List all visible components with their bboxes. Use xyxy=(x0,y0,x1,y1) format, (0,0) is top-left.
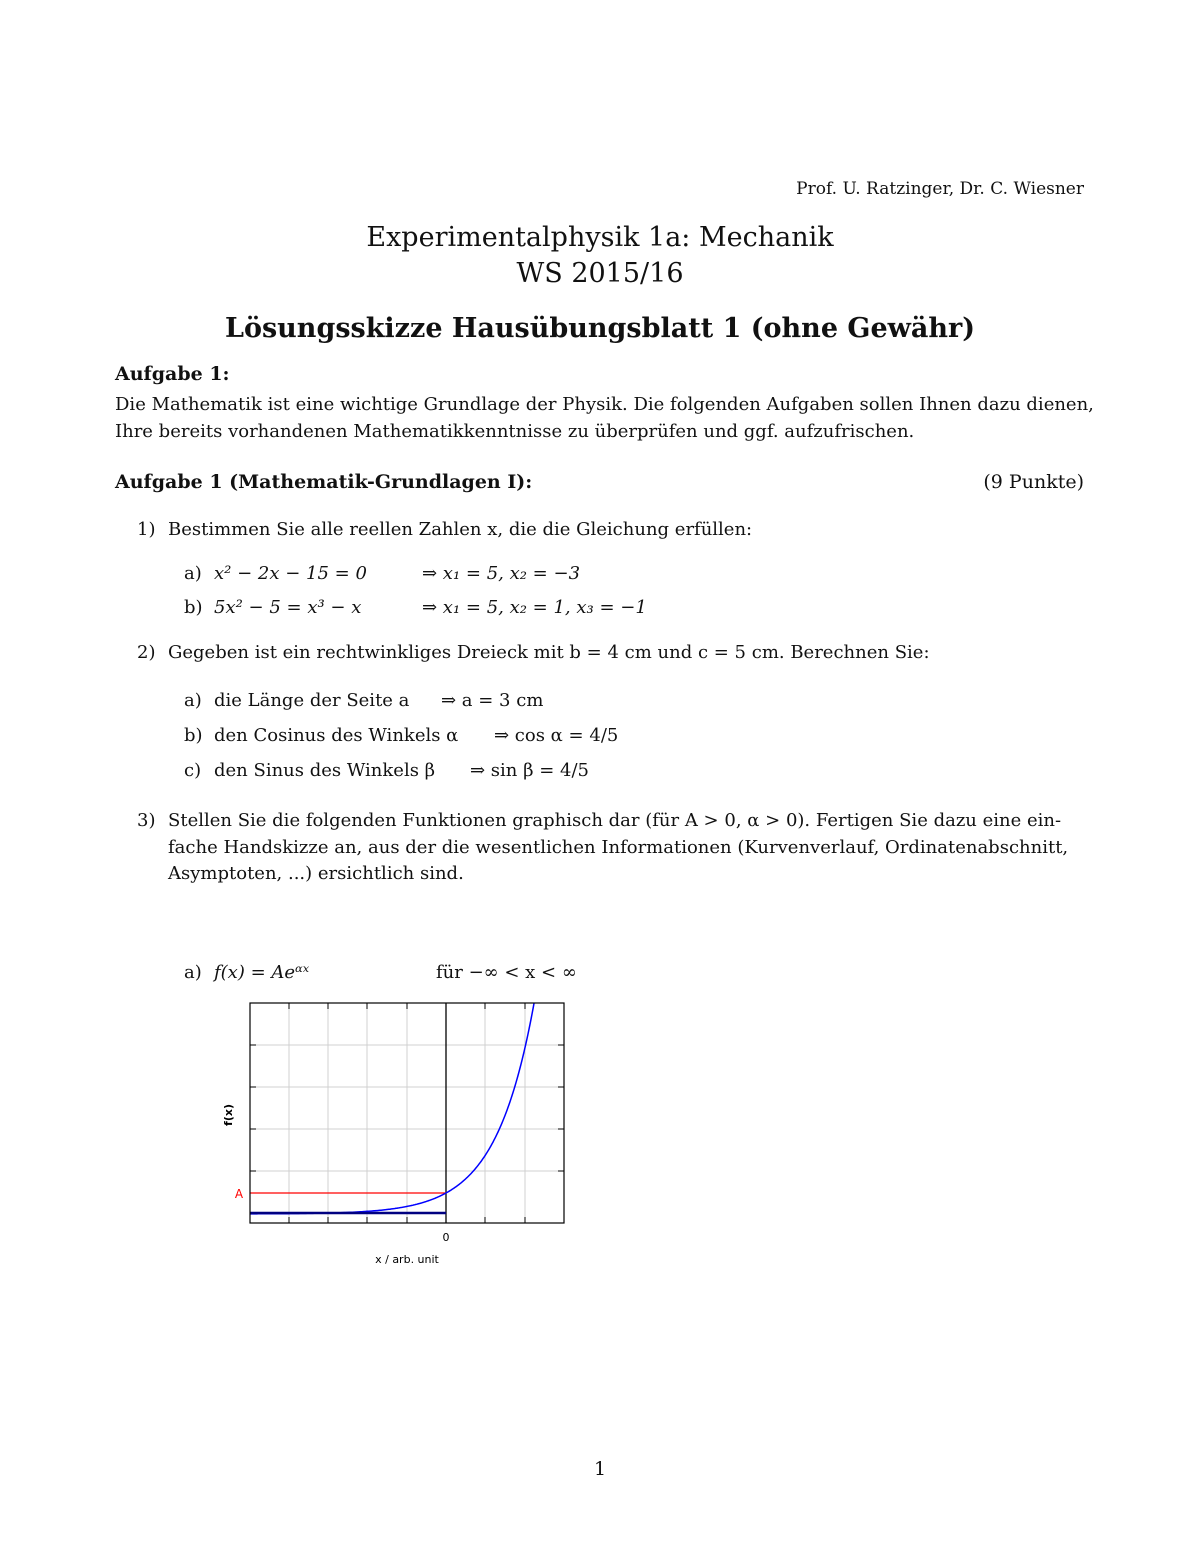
q2b-solution: ⇒ cos α = 4/5 xyxy=(494,725,619,746)
q1b-solution: ⇒ x₁ = 5, x₂ = 1, x₃ = −1 xyxy=(422,597,647,618)
sheet-title: Lösungsskizze Hausübungsblatt 1 (ohne Gewähr) xyxy=(224,313,975,344)
intro-line-2: Ihre bereits vorhandenen Mathematikkenntnisse zu überprüfen und ggf. aufzufrischen. xyxy=(115,421,915,442)
exponential-plot xyxy=(210,993,590,1283)
q3a-range: für −∞ < x < ∞ xyxy=(436,962,577,983)
q2b-label: b) xyxy=(184,725,203,746)
y-axis-label: f(x) xyxy=(222,1104,235,1126)
q3-line-3: Asymptoten, ...) ersichtlich sind. xyxy=(168,863,464,884)
q1-text: Bestimmen Sie alle reellen Zahlen x, die die Gleichung erfüllen: xyxy=(168,519,753,540)
q1a-label: a) xyxy=(184,563,202,584)
q2c-label: c) xyxy=(184,760,202,781)
q2-text: Gegeben ist ein rechtwinkliges Dreieck mit b = 4 cm und c = 5 cm. Berechnen Sie: xyxy=(168,642,930,663)
intro-line-1: Die Mathematik ist eine wichtige Grundlage der Physik. Die folgenden Aufgaben sollen Ihnen dazu dienen, xyxy=(115,394,1094,415)
q2-number: 2) xyxy=(137,642,156,663)
q1a-solution: ⇒ x₁ = 5, x₂ = −3 xyxy=(422,563,581,584)
y-marker-label: A xyxy=(234,1187,244,1201)
q1a-equation: x² − 2x − 15 = 0 xyxy=(214,563,367,584)
course-title: Experimentalphysik 1a: Mechanik xyxy=(366,222,834,253)
q1b-equation: 5x² − 5 = x³ − x xyxy=(214,597,362,618)
q3-line-2: fache Handskizze an, aus der die wesentlichen Informationen (Kurvenverlauf, Ordinatenabschnitt, xyxy=(168,837,1069,858)
task-heading: Aufgabe 1 (Mathematik-Grundlagen I): xyxy=(115,471,533,493)
q2b-text: den Cosinus des Winkels α xyxy=(214,725,459,746)
q1-number: 1) xyxy=(137,519,156,540)
q3-line-1: Stellen Sie die folgenden Funktionen graphisch dar (für A > 0, α > 0). Fertigen Sie dazu eine ein- xyxy=(168,810,1062,831)
intro-heading: Aufgabe 1: xyxy=(115,363,230,385)
q2a-solution: ⇒ a = 3 cm xyxy=(441,690,544,711)
q1b-label: b) xyxy=(184,597,203,618)
authors-header: Prof. U. Ratzinger, Dr. C. Wiesner xyxy=(796,179,1084,199)
semester-title: WS 2015/16 xyxy=(516,258,684,289)
q2a-label: a) xyxy=(184,690,202,711)
plot-svg xyxy=(210,993,590,1283)
q3-number: 3) xyxy=(137,810,156,831)
q2c-solution: ⇒ sin β = 4/5 xyxy=(470,760,590,781)
q3a-label: a) xyxy=(184,962,202,983)
q2c-text: den Sinus des Winkels β xyxy=(214,760,436,781)
task-points: (9 Punkte) xyxy=(983,471,1084,493)
q2a-text: die Länge der Seite a xyxy=(214,690,410,711)
exponential-curve xyxy=(250,1003,534,1214)
plot-grid xyxy=(250,1003,564,1223)
q3a-function: f(x) = Aeᵅˣ xyxy=(214,962,310,983)
page-number: 1 xyxy=(593,1458,607,1480)
x-axis-label: x / arb. unit xyxy=(375,1253,439,1266)
x-tick-label-0: 0 xyxy=(442,1231,450,1244)
